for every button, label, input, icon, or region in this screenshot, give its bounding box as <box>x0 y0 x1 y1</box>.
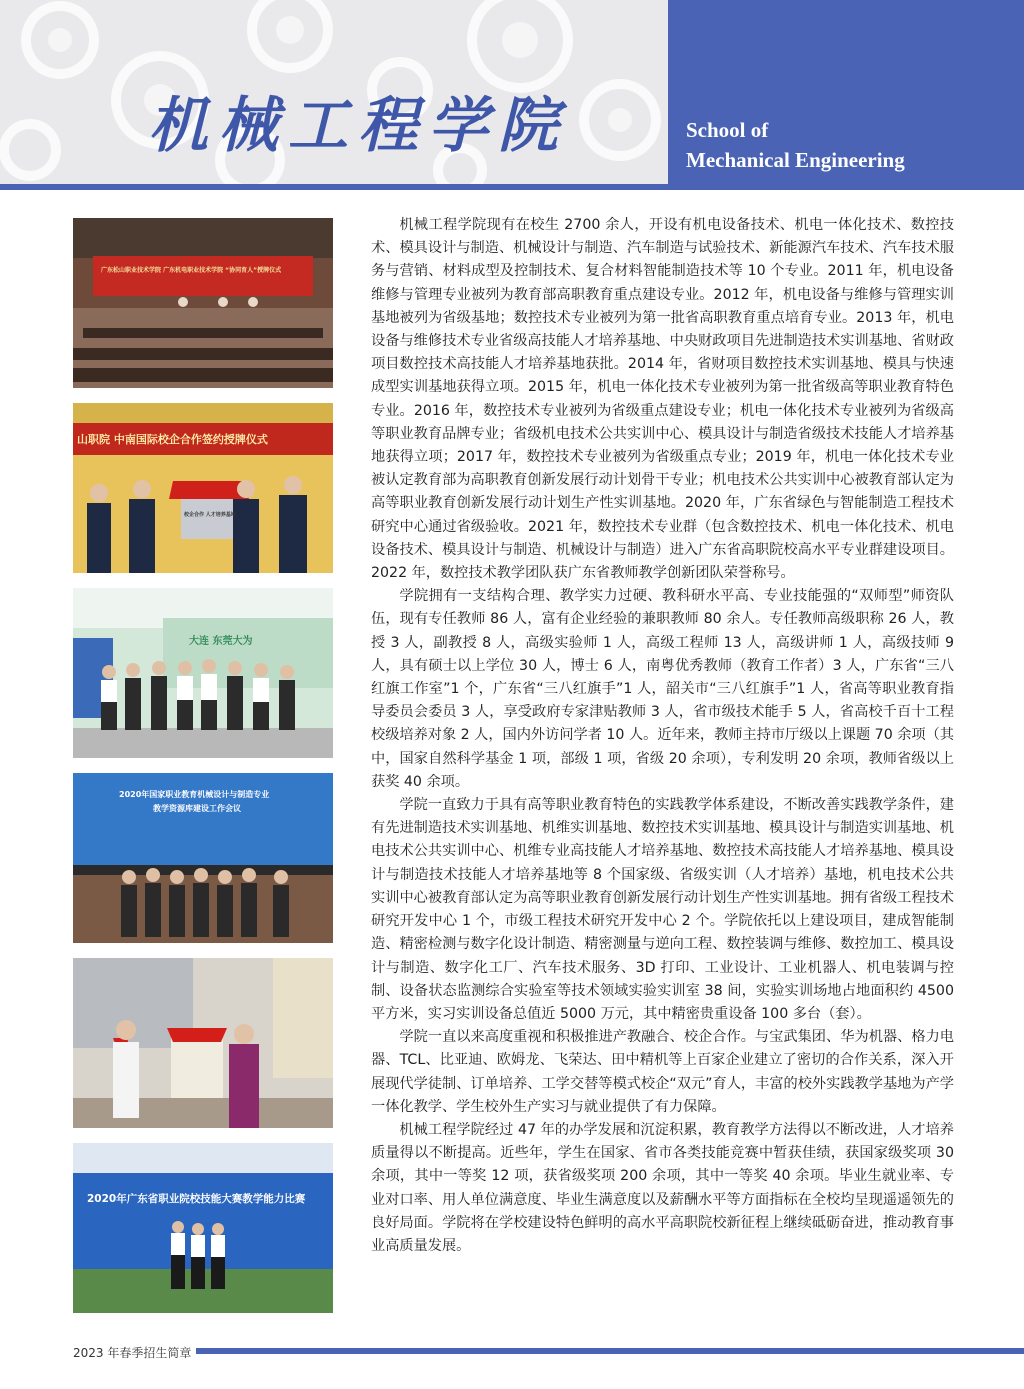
article-paragraph-achievements: 机械工程学院经过 47 年的办学发展和沉淀积累，教育教学方法得以不断改进，人才培养质量得以不断提高。近些年，学生在国家、省市各类技能竞赛中暂获佳绩，获国家级奖项 30 余项，其中一等奖 12 项，获省级奖项 200 余项，其中一等奖 40 余项。毕业生就业率、专业对口率、用人单位满意度、毕业生满意度以及薪酬水平等方面指标在全校均呈现遥遥领先的良好局面。学院将在学校建设特色鲜明的高水平高职院校新征程上继续砥砺奋进，推动教育事业高质量发展。 <box>371 1121 954 1254</box>
photo-competition <box>73 1143 333 1313</box>
photo-plaque-unveiling <box>73 403 333 573</box>
photo-banner-line1: 2020年国家职业教育机械设计与制造专业 <box>119 790 270 799</box>
header-band <box>0 0 1024 186</box>
footer-divider <box>196 1348 1024 1354</box>
photo-group-building <box>73 588 333 758</box>
article-body <box>371 214 954 1258</box>
plaque-text: 校企合作 人才培养基地 <box>184 512 236 518</box>
article-paragraph-facilities: 学院一直致力于具有高等职业教育特色的实践教学体系建设，不断改善实践教学条件，建有先进制造技术实训基地、机维实训基地、数控技术实训基地、模具设计与制造实训基地、机电技术公共实训中心、机维专业高技能人才培养基地、数控技术高技能人才培养基地、模具设计与制造技术技能人才培养基地等 8 个国家级、省级实训（人才培养）基地，机电技术公共实训中心被教育部认定为高等职业教育创新发展行动计划生产性实训基地。拥有省级工程技术研究开发中心 1 个，市级工程技术研究开发中心 2 个。学院依托以上建设项目，建成智能制造、精密检测与数字化设计制造、精密测量与逆向工程、数控装调与维修、数控加工、模具设计与制造、数字化工厂、汽车技术服务、3D 打印、工业设计、工业机器人、机电装调与控制、设备状态监测综合实验室等技术领域实验实训室 38 间，实验实训场地占地面积约 4500 平方米，实习实训设备总值近 5000 万元，其中精密贵重设备 100 多台（套）。 <box>371 797 954 1022</box>
page-title-cn: 机械工程学院 <box>148 91 568 161</box>
page-title-en-line1: School of <box>686 118 769 142</box>
photo-banner-text: 大连 东莞大为 <box>189 636 253 647</box>
photo-plaque-red-ribbon <box>73 958 333 1128</box>
photo-banner-text: 2020年广东省职业院校技能大赛教学能力比赛 <box>87 1193 306 1205</box>
footer-label: 2023 年春季招生简章 <box>73 1346 192 1360</box>
page-title-en-line2: Mechanical Engineering <box>686 148 905 172</box>
photo-banner-text: 广东松山职业技术学院 广东机电职业技术学院 “协同育人”授牌仪式 <box>101 267 282 274</box>
photo-conference <box>73 773 333 943</box>
article-paragraph-cooperation: 学院一直以来高度重视和积极推进产教融合、校企合作。与宝武集团、华为机器、格力电器、TCL、比亚迪、欧姆龙、飞荣达、田中精机等上百家企业建立了密切的合作关系，深入开展现代学徒制、订单培养、工学交替等模式校企“双元”育人，丰富的校外实践教学基地为产学一体化教学、学生校外生产实习与就业提供了有力保障。 <box>371 1029 954 1115</box>
page-title-en <box>686 115 905 175</box>
photo-ceremony-hall <box>73 218 333 388</box>
header-divider <box>0 184 1024 190</box>
photo-banner-line2: 教学资源库建设工作会议 <box>153 804 241 813</box>
photo-banner-text: 山职院 中南国际校企合作签约授牌仪式 <box>77 433 268 446</box>
article-paragraph-faculty: 学院拥有一支结构合理、教学实力过硬、教科研水平高、专业技能强的“双师型”师资队伍，现有专任教师 86 人，富有企业经验的兼职教师 80 余人。专任教师高级职称 26 人，教授 3 人，副教授 8 人，高级实验师 1 人，高级工程师 13 人，高级讲师 1 人，高级技师 9 人，具有硕士以上学位 30 人，博士 6 人，南粤优秀教师（教育工作者）3 人，广东省“三八红旗工作室”1 个，广东省“三八红旗手”1 人，韶关市“三八红旗手”1 人，省高等职业教育指导委员会委员 3 人，享受政府专家津贴教师 3 人，省市级技术能手 5 人，省高校千百十工程校级培养对象 2 人，国内外访问学者 10 人。近年来，教师主持市厅级以上课题 70 余项（其中，国家自然科学基金 1 项，部级 1 项，省级 20 余项），专利发明 20 余项，教师省级以上获奖 40 余项。 <box>371 588 954 790</box>
article-paragraph-intro: 机械工程学院现有在校生 2700 余人，开设有机电设备技术、机电一体化技术、数控技术、模具设计与制造、机械设计与制造、汽车制造与试验技术、新能源汽车技术、汽车技术服务与营销、材料成型及控制技术、复合材料智能制造技术等 10 个专业。2011 年，机电设备维修与管理专业被列为教育部高职教育重点建设专业。2012 年，机电设备与维修与管理实训基地被列为省级基地；数控技术专业被列为第一批省高职教育重点培育专业。2013 年，机电设备与维修技术专业省级高技能人才培养基地、中央财政项目先进制造技术实训基地、省财政项目数控技术高技能人才培养基地获批。2014 年，省财项目数控技术实训基地、模具与快速成型实训基地获得立项。2015 年，机电一体化技术专业被列为第一批省级高等职业教育特色专业。2016 年，数控技术专业被列为省级重点建设专业；机电一体化技术专业被列为省级高等职业教育品牌专业；省级机电技术公共实训中心、模具设计与制造省级技术技能人才培养基地获得立项；2017 年，数控技术专业被列为省级重点专业；2019 年，机电一体化技术专业被认定教育部为高职教育创新发展行动计划骨干专业；机电技术公共实训中心被教育部认定为高等职业教育创新发展行动计划生产性实训基地。2020 年，广东省绿色与智能制造工程技术研究中心通过省级验收。2021 年，数控技术专业群（包含数控技术、机电一体化技术、机电设备技术、模具设计与制造、机械设计与制造）进入广东省高职院校高水平专业群建设项目。2022 年，数控技术教学团队获广东省教师教学创新团队荣誉称号。 <box>371 217 954 582</box>
